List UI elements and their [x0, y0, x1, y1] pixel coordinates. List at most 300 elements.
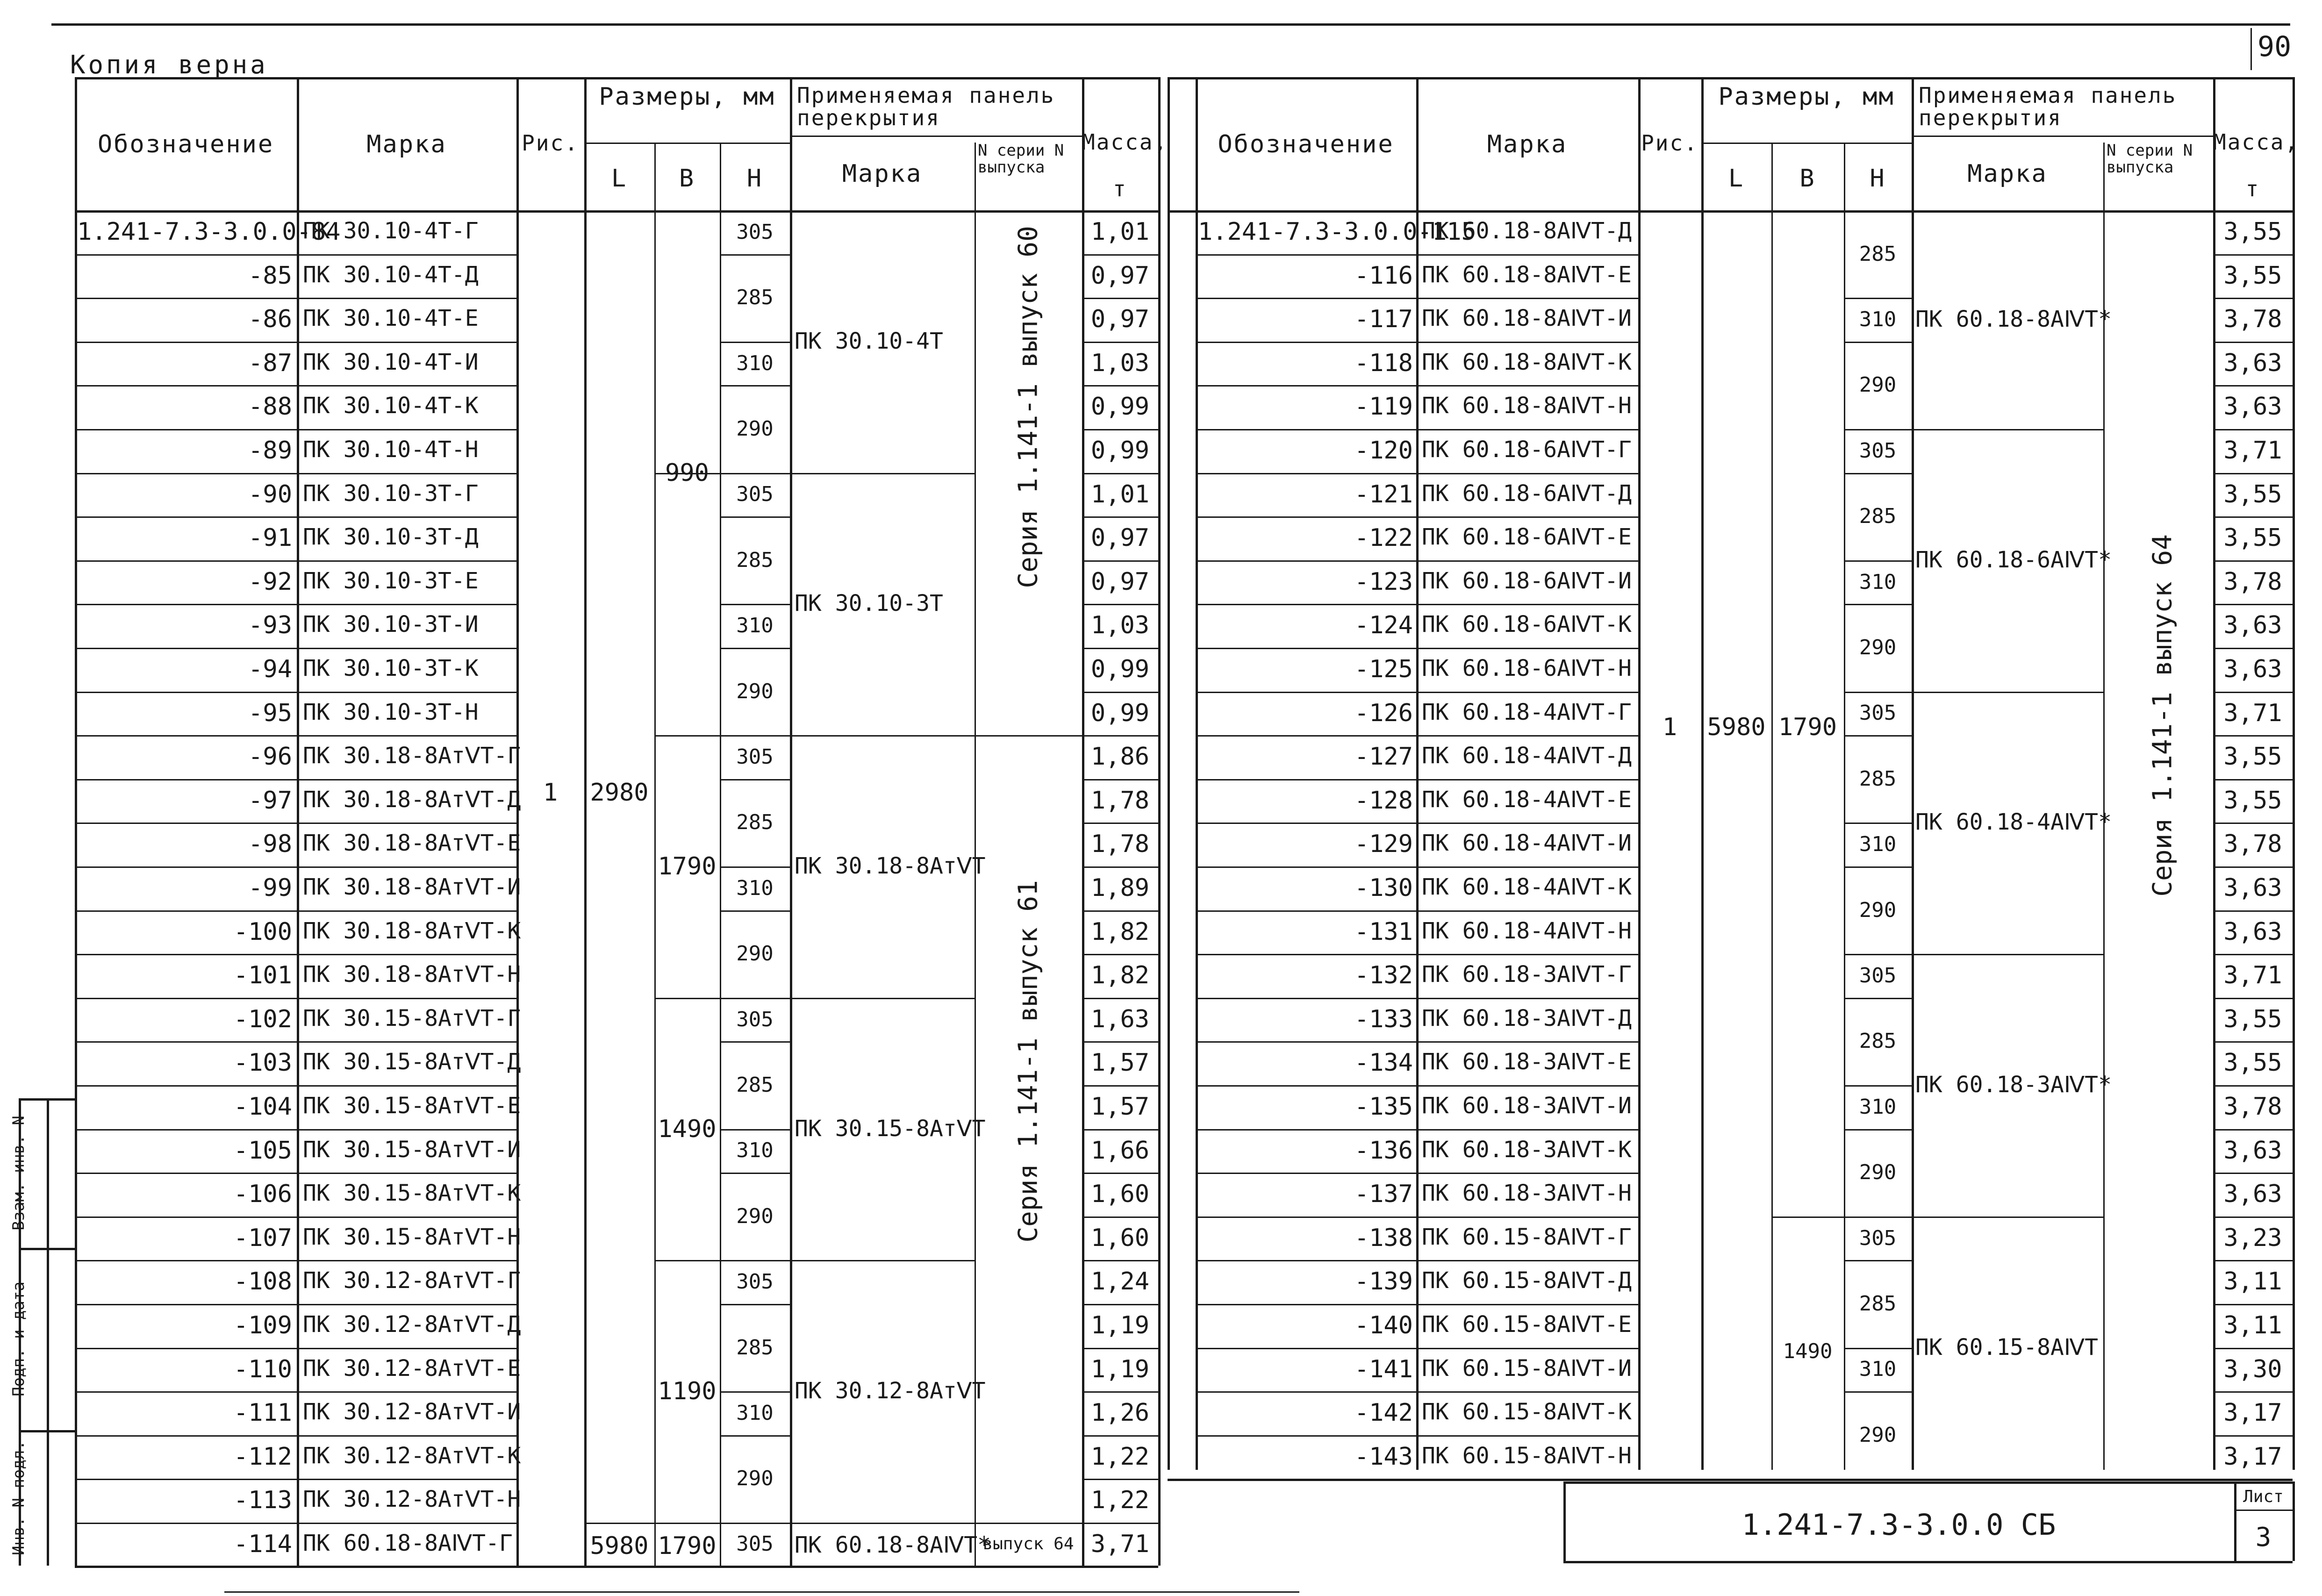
h-divider [1844, 473, 1912, 474]
table-row-mass: 1,03 [1090, 611, 1150, 640]
table-row-mass: 3,17 [2223, 1442, 2282, 1471]
table-row-mark: ПК 30.15-8АтⅤТ-Е [303, 1093, 521, 1119]
table-row-designation: -99 [248, 874, 292, 902]
table-row-mark: ПК 60.18-8АⅣТ-Н [1422, 393, 1632, 419]
col-mark-header: Марка [366, 130, 447, 158]
row-divider-mass [1082, 1523, 1158, 1524]
col-mass-unit: т [1113, 176, 1127, 201]
b-divider [654, 998, 720, 999]
r-col-panel-header: Применяемая панель перекрытия [1919, 83, 2177, 131]
table-row-mark: ПК 30.12-8АтⅤТ-К [303, 1442, 521, 1469]
table-row-designation: -104 [233, 1093, 292, 1121]
copy-note: Копия верна [70, 50, 268, 79]
table-row-designation: -130 [1354, 874, 1413, 902]
table-row-mass: 3,63 [2223, 611, 2282, 640]
table-row-designation: -132 [1354, 961, 1413, 990]
table-row-designation: -141 [1354, 1355, 1413, 1383]
panel-group-divider [1912, 429, 2103, 430]
col-B-header: B [679, 165, 695, 193]
r-col-mark-header: Марка [1487, 130, 1568, 158]
row-divider [75, 735, 516, 737]
b-value: 990 [665, 458, 709, 487]
table-row-mass: 1,22 [1090, 1486, 1150, 1515]
h-value: 310 [736, 1401, 774, 1425]
h-divider [720, 998, 790, 999]
sheet-label: Лист [2243, 1487, 2284, 1506]
row-divider [1196, 1085, 1638, 1087]
row-divider-mass [1082, 1041, 1158, 1043]
h-divider [720, 342, 790, 343]
h-value: 305 [736, 745, 774, 769]
row-divider [1196, 954, 1638, 955]
table-row-designation: -110 [233, 1355, 292, 1383]
table-row-mass: 3,78 [2223, 305, 2282, 334]
row-divider [75, 516, 516, 518]
row-divider-mass [2213, 1348, 2293, 1349]
table-row-mass: 1,89 [1090, 874, 1150, 902]
right-L: 5980 [1707, 713, 1766, 741]
r-col-sizes-header: Размеры, мм [1718, 83, 1895, 111]
row-divider-mass [1082, 1085, 1158, 1087]
table-row-designation: -112 [233, 1442, 292, 1471]
h-value: 290 [1859, 636, 1897, 659]
table-row-designation: -97 [248, 786, 292, 815]
h-value: 285 [736, 1073, 774, 1097]
col-mass-header: Масса, [1082, 129, 1168, 155]
panel-group-mark: ПК 60.15-8АⅣТ [1915, 1334, 2099, 1360]
h-divider [720, 779, 790, 780]
table-row-designation: -98 [248, 830, 292, 859]
h-value: 285 [736, 286, 774, 310]
h-value: 290 [1859, 898, 1897, 922]
table-row-mass: 3,78 [2223, 567, 2282, 596]
h-value: 285 [1859, 766, 1897, 791]
row-divider [1196, 298, 1638, 299]
row-divider [75, 1435, 516, 1437]
col-L-header: L [611, 165, 628, 193]
row-divider-mass [1082, 473, 1158, 474]
h-value: 285 [1859, 242, 1897, 266]
table-row-mark: ПК 60.18-4АⅣТ-И [1422, 830, 1632, 857]
r-col-L-header: L [1728, 165, 1745, 193]
table-row-mark: ПК 60.18-6АⅣТ-Е [1422, 524, 1632, 551]
row-divider [1196, 604, 1638, 605]
h-divider [720, 516, 790, 518]
row-divider-mass [2213, 429, 2293, 430]
row-divider-mass [2213, 385, 2293, 386]
h-divider [1844, 823, 1912, 824]
b-divider [654, 735, 720, 737]
row-divider [75, 560, 516, 562]
table-row-designation: -143 [1354, 1442, 1413, 1471]
table-row-mark: ПК 60.18-8АⅣТ-И [1422, 305, 1632, 332]
h-value: 305 [1859, 964, 1897, 988]
right-table-bottom [1168, 1479, 2293, 1481]
table-row-mass: 3,55 [2223, 1049, 2282, 1077]
table-row-mark: ПК 60.18-6АⅣТ-И [1422, 567, 1632, 594]
h-value: 305 [736, 1007, 774, 1031]
table-row-mark: ПК 30.10-3Т-Д [303, 524, 479, 551]
row-divider [1196, 254, 1638, 256]
row-divider [75, 254, 516, 256]
table-row-mass: 1,01 [1090, 218, 1150, 246]
table-row-mark: ПК 60.18-8АⅣТ-Г [303, 1530, 513, 1556]
row-divider-mass [2213, 998, 2293, 999]
row-divider-mass [1082, 254, 1158, 256]
h-divider [720, 1041, 790, 1043]
table-row-mass: 3,71 [2223, 437, 2282, 465]
row-divider [75, 998, 516, 999]
row-divider-mass [2213, 254, 2293, 256]
row-divider [75, 1173, 516, 1174]
row-divider-mass [2213, 1304, 2293, 1305]
left-series-last: выпуск 64 [982, 1534, 1074, 1553]
r-col-mass-header: Масса, [2213, 129, 2300, 155]
row-divider [1196, 648, 1638, 649]
row-divider-mass [1082, 1391, 1158, 1393]
table-row-designation: -121 [1354, 480, 1413, 508]
table-row-designation: -102 [233, 1005, 292, 1033]
row-divider [1196, 1304, 1638, 1305]
table-row-designation: -142 [1354, 1399, 1413, 1427]
row-divider [1196, 823, 1638, 824]
table-row-mark: ПК 30.15-8АтⅤТ-Г [303, 1005, 521, 1031]
table-row-designation: -117 [1354, 305, 1413, 334]
h-divider [720, 210, 790, 212]
table-row-designation: -107 [233, 1224, 292, 1252]
h-value: 310 [1859, 1357, 1897, 1381]
h-value: 310 [1859, 832, 1897, 857]
row-divider-mass [2213, 604, 2293, 605]
table-row-designation: -114 [233, 1530, 292, 1558]
row-divider-mass [1082, 604, 1158, 605]
panel-group-mark: ПК 60.18-4АⅣТ* [1915, 809, 2112, 836]
row-divider [75, 1304, 516, 1305]
table-row-designation: -128 [1354, 786, 1413, 815]
row-divider [1196, 1348, 1638, 1349]
table-row-designation: -118 [1354, 349, 1413, 377]
table-row-mark: ПК 30.10-4Т-Н [303, 437, 479, 463]
h-value: 305 [1859, 701, 1897, 725]
table-row-mark: ПК 30.12-8АтⅤТ-И [303, 1399, 521, 1425]
left-L-main: 2980 [590, 779, 649, 807]
panel-group-divider [1912, 1217, 2103, 1218]
row-divider-mass [1082, 648, 1158, 649]
row-divider [75, 1041, 516, 1043]
table-row-mass: 1,03 [1090, 349, 1150, 377]
table-row-designation: -133 [1354, 1005, 1413, 1033]
row-divider [1196, 866, 1638, 868]
stamp-inv-dup: Взам. инв. N [9, 1116, 28, 1231]
row-divider-mass [2213, 1173, 2293, 1174]
b-value: 1790 [658, 852, 717, 880]
table-row-mass: 1,66 [1090, 1136, 1150, 1165]
series-divider [975, 735, 1082, 737]
h-divider [720, 910, 790, 912]
row-divider [1196, 1260, 1638, 1261]
table-row-mass: 0,97 [1090, 305, 1150, 334]
row-divider [1196, 1217, 1638, 1218]
table-row-mass: 3,55 [2223, 786, 2282, 815]
h-value: 290 [736, 417, 774, 441]
row-divider-mass [2213, 473, 2293, 474]
b-divider [1771, 1217, 1844, 1218]
table-row-mark: ПК 30.18-8АтⅤТ-К [303, 917, 521, 944]
table-row-mark: ПК 30.10-4Т-И [303, 349, 479, 375]
table-row-designation: -101 [233, 961, 292, 990]
row-divider [75, 648, 516, 649]
row-divider [1196, 429, 1638, 430]
h-divider [720, 604, 790, 605]
row-divider-mass [1082, 998, 1158, 999]
h-value: 310 [1859, 308, 1897, 331]
table-row-mark: ПК 30.18-8АтⅤТ-И [303, 874, 521, 900]
table-row-mark: ПК 60.18-3АⅣТ-Д [1422, 1005, 1632, 1031]
h-value: 290 [736, 1467, 774, 1491]
table-row-mass: 0,97 [1090, 567, 1150, 596]
h-divider [1844, 1260, 1912, 1261]
row-divider-mass [2213, 1260, 2293, 1261]
row-divider [75, 1523, 516, 1524]
table-row-designation: -140 [1354, 1311, 1413, 1339]
panel-group-mark: ПК 30.18-8АтⅤТ [795, 853, 986, 879]
h-divider [720, 866, 790, 868]
h-divider [1844, 1217, 1912, 1218]
table-row-mass: 3,71 [1090, 1530, 1150, 1558]
table-row-designation: -96 [248, 743, 292, 771]
table-row-mark: ПК 60.18-8АⅣТ-Е [1422, 261, 1632, 288]
left-panel-last: ПК 60.18-8АⅣТ* [795, 1532, 991, 1558]
right-series-64: Серия 1.141-1 выпуск 64 [2147, 534, 2178, 897]
stamp-inv-orig: Инв. N подл. [9, 1440, 28, 1555]
table-row-mass: 3,55 [2223, 480, 2282, 508]
h-divider [1844, 604, 1912, 605]
table-row-mass: 3,63 [2223, 1136, 2282, 1165]
row-divider-mass [1082, 866, 1158, 868]
row-divider [75, 1129, 516, 1131]
row-divider [1196, 735, 1638, 737]
row-divider-mass [2213, 954, 2293, 955]
row-divider [75, 429, 516, 430]
left-series-60: Серия 1.141-1 выпуск 60 [1013, 226, 1044, 588]
table-row-mass: 0,99 [1090, 437, 1150, 465]
b-value: 1190 [658, 1377, 717, 1406]
row-divider [75, 692, 516, 693]
table-row-mark: ПК 30.18-8АтⅤТ-Е [303, 830, 521, 857]
col-sizes-header: Размеры, мм [599, 83, 775, 111]
col-designation-header: Обозначение [97, 130, 274, 158]
h-value: 285 [1859, 1029, 1897, 1053]
row-divider-mass [1082, 823, 1158, 824]
row-divider [1196, 1435, 1638, 1437]
table-row-mark: ПК 60.15-8АⅣТ-Н [1422, 1442, 1632, 1469]
h-value: 305 [1859, 1226, 1897, 1250]
h-divider [1844, 1129, 1912, 1131]
panel-group-mark: ПК 60.18-6АⅣТ* [1915, 546, 2112, 573]
right-B-last: 1490 [1783, 1339, 1833, 1363]
table-row-mass: 0,99 [1090, 699, 1150, 727]
table-row-mark: ПК 60.18-6АⅣТ-К [1422, 611, 1632, 638]
table-row-mark: ПК 30.10-3Т-К [303, 655, 479, 681]
row-divider-mass [1082, 735, 1158, 737]
panel-group-divider [1912, 210, 2103, 212]
b-divider [654, 210, 720, 212]
h-value: 310 [1859, 570, 1897, 594]
row-divider [1196, 342, 1638, 343]
row-divider-mass [1082, 910, 1158, 912]
table-row-mark: ПК 30.18-8АтⅤТ-Н [303, 961, 521, 988]
row-divider-mass [2213, 1041, 2293, 1043]
row-divider [1196, 998, 1638, 999]
table-row-mass: 1,19 [1090, 1311, 1150, 1339]
table-row-mark: ПК 60.18-6АⅣТ-Д [1422, 480, 1632, 507]
row-divider-mass [2213, 1391, 2293, 1393]
table-row-designation: -92 [248, 567, 292, 596]
row-divider [75, 1391, 516, 1393]
table-row-mass: 1,82 [1090, 917, 1150, 946]
h-divider [720, 735, 790, 737]
r-col-designation-header: Обозначение [1218, 130, 1394, 158]
row-divider [75, 1348, 516, 1349]
h-value: 310 [736, 876, 774, 900]
row-divider-mass [1082, 1260, 1158, 1261]
table-row-mark: ПК 30.12-8АтⅤТ-Н [303, 1486, 521, 1513]
h-divider [1844, 1391, 1912, 1393]
table-row-designation: -124 [1354, 611, 1413, 640]
table-row-mass: 3,17 [2223, 1399, 2282, 1427]
row-divider-mass [2213, 866, 2293, 868]
table-row-mass: 3,63 [2223, 917, 2282, 946]
panel-group-mark: ПК 30.10-3Т [795, 590, 943, 617]
table-row-mass: 3,23 [2223, 1224, 2282, 1252]
table-row-mass: 3,30 [2223, 1355, 2282, 1383]
table-row-designation: -116 [1354, 261, 1413, 290]
page-number: 90 [2258, 30, 2292, 63]
doc-code: 1.241-7.3-3.0.0 СБ [1742, 1508, 2056, 1542]
table-row-mass: 3,71 [2223, 961, 2282, 990]
table-row-designation: -85 [248, 261, 292, 290]
panel-group-divider [790, 998, 975, 999]
table-row-mark: ПК 30.10-3Т-Е [303, 567, 479, 594]
panel-group-mark: ПК 30.10-4Т [795, 328, 943, 354]
table-row-designation: -127 [1354, 743, 1413, 771]
h-divider [720, 1260, 790, 1261]
row-divider [1196, 1129, 1638, 1131]
table-row-designation: -135 [1354, 1093, 1413, 1121]
h-divider [1844, 210, 1912, 212]
h-value: 310 [736, 351, 774, 375]
table-row-mark: ПК 60.18-4АⅣТ-К [1422, 874, 1632, 900]
table-row-designation: -113 [233, 1486, 292, 1515]
left-B-last: 1790 [658, 1532, 717, 1560]
table-row-mass: 1,57 [1090, 1093, 1150, 1121]
table-row-mark: ПК 30.10-4Т-Д [303, 261, 479, 288]
row-divider-mass [2213, 1217, 2293, 1218]
row-divider-mass [1082, 1435, 1158, 1437]
row-divider-mass [2213, 1085, 2293, 1087]
table-row-designation: -111 [233, 1399, 292, 1427]
table-row-mass: 1,86 [1090, 743, 1150, 771]
sheet-number: 3 [2255, 1522, 2272, 1553]
row-divider-mass [2213, 735, 2293, 737]
table-row-designation: -94 [248, 655, 292, 683]
table-row-mass: 1,60 [1090, 1180, 1150, 1209]
row-divider-mass [1082, 692, 1158, 693]
table-row-designation: -105 [233, 1136, 292, 1165]
row-divider [75, 604, 516, 605]
table-row-mass: 0,99 [1090, 655, 1150, 683]
panel-group-divider [790, 210, 975, 212]
h-divider [1844, 998, 1912, 999]
panel-group-divider [1912, 954, 2103, 955]
row-divider [75, 1260, 516, 1261]
table-row-designation: -126 [1354, 699, 1413, 727]
table-row-mark: ПК 30.15-8АтⅤТ-Д [303, 1049, 521, 1075]
table-row-designation: -122 [1354, 524, 1413, 552]
b-value: 1490 [658, 1115, 717, 1143]
row-divider-mass [2213, 823, 2293, 824]
h-divider [1844, 735, 1912, 737]
h-value: 310 [736, 1138, 774, 1163]
row-divider-mass [1082, 1217, 1158, 1218]
row-divider [1196, 516, 1638, 518]
row-divider-mass [1082, 560, 1158, 562]
h-divider [1844, 298, 1912, 299]
table-row-mark: ПК 60.18-8АⅣТ-К [1422, 349, 1632, 375]
table-row-designation: -93 [248, 611, 292, 640]
table-row-mass: 1,63 [1090, 1005, 1150, 1033]
r-col-series-header: N серии N выпуска [2107, 141, 2193, 177]
panel-group-divider [790, 735, 975, 737]
row-divider-mass [1082, 1129, 1158, 1131]
r-col-panel-mark-header: Марка [1967, 160, 2048, 188]
table-row-mass: 1,57 [1090, 1049, 1150, 1077]
h-divider [1844, 429, 1912, 430]
table-row-mass: 1,19 [1090, 1355, 1150, 1383]
h-divider [720, 648, 790, 649]
row-divider-mass [2213, 298, 2293, 299]
h-divider [1844, 1085, 1912, 1087]
table-row-mark: ПК 60.15-8АⅣТ-И [1422, 1355, 1632, 1381]
row-divider-mass [1082, 779, 1158, 780]
table-row-designation: -138 [1354, 1224, 1413, 1252]
h-value: 305 [1859, 438, 1897, 463]
table-row-designation: -137 [1354, 1180, 1413, 1209]
h-divider [1844, 342, 1912, 343]
table-row-mark: ПК 30.18-8АтⅤТ-Г [303, 743, 521, 769]
table-row-mark: ПК 30.18-8АтⅤТ-Д [303, 786, 521, 813]
h-value: 285 [736, 1335, 774, 1360]
row-divider [1196, 692, 1638, 693]
table-row-mass: 1,01 [1090, 480, 1150, 508]
row-divider-mass [1082, 1348, 1158, 1349]
left-L-last: 5980 [590, 1532, 649, 1560]
table-row-designation: -89 [248, 437, 292, 465]
row-divider [1196, 473, 1638, 474]
row-divider [75, 779, 516, 780]
left-fig: 1 [543, 779, 558, 807]
table-row-mass: 1,24 [1090, 1267, 1150, 1296]
row-divider-mass [2213, 910, 2293, 912]
row-divider-mass [2213, 560, 2293, 562]
table-row-designation: -88 [248, 393, 292, 421]
col-fig-header: Рис. [522, 130, 579, 156]
h-value: 285 [1859, 1292, 1897, 1316]
table-row-mass: 3,11 [2223, 1267, 2282, 1296]
panel-group-divider [1912, 692, 2103, 693]
table-row-designation: -86 [248, 305, 292, 334]
table-row-designation: -123 [1354, 567, 1413, 596]
